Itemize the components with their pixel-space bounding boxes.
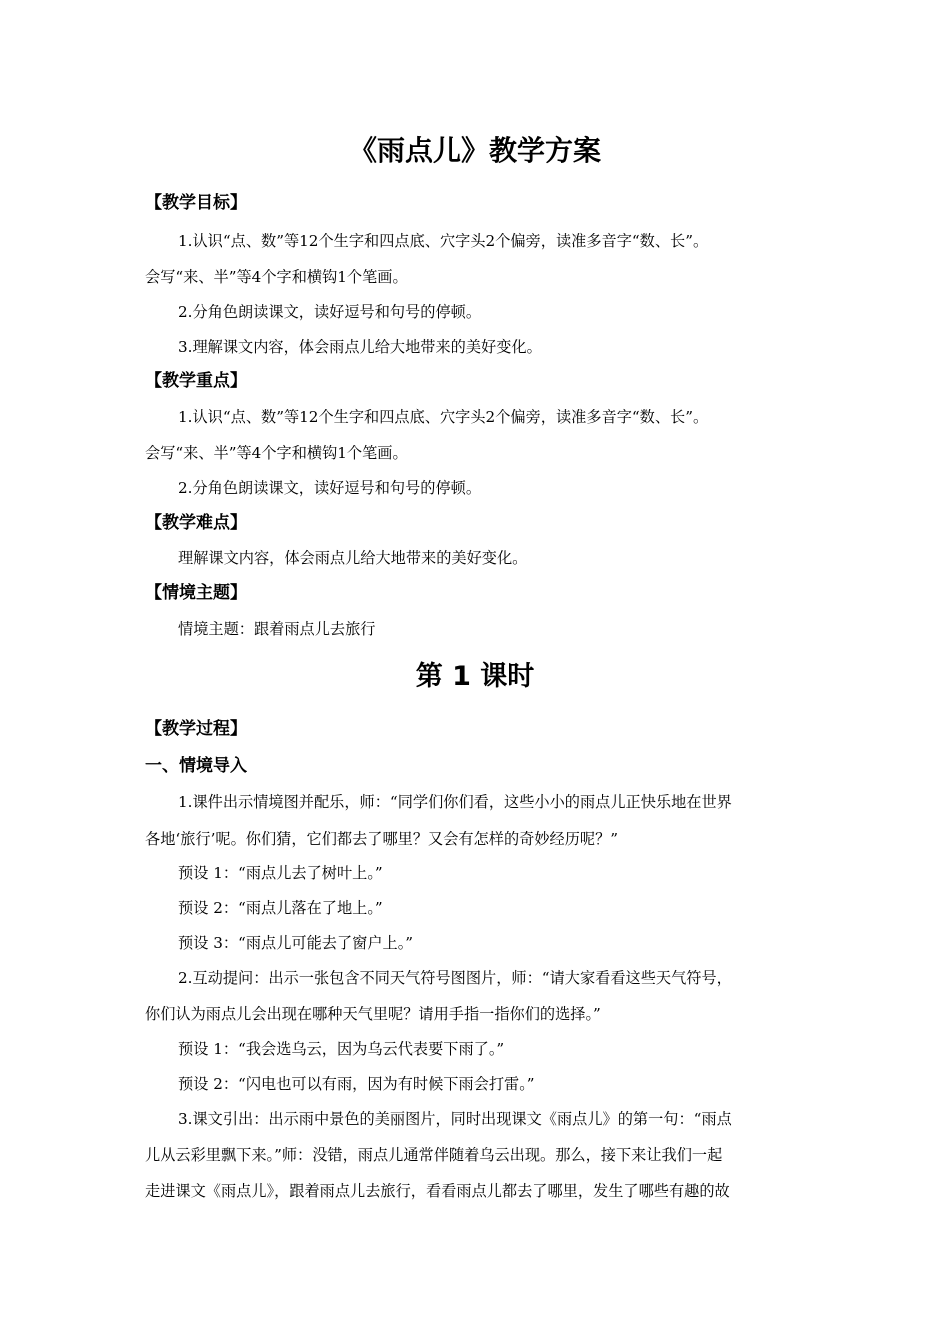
step-2-line-2: 你们认为雨点儿会出现在哪种天气里呢？请用手指一指你们的选择。” (145, 1005, 601, 1023)
step-1-line-2: 各地‘旅行’呢。你们猜，它们都去了哪里？又会有怎样的奇妙经历呢？” (145, 830, 619, 848)
document-title: 《雨点儿》教学方案 (348, 134, 601, 167)
theme-item-1: 情境主题：跟着雨点儿去旅行 (178, 620, 376, 638)
step-1-preset-1: 预设 1：“雨点儿去了树叶上。” (178, 864, 383, 882)
step-2-preset-1: 预设 1：“我会选乌云，因为乌云代表要下雨了。” (178, 1040, 505, 1058)
keypoints-item-1: 1.认识“点、数”等12个生字和四点底、穴字头2个偏旁，读准多音字“数、长”。 (178, 408, 709, 426)
section-heading-theme: 【情境主题】 (145, 583, 247, 603)
step-3-line-3: 走进课文《雨点儿》，跟着雨点儿去旅行，看看雨点儿都去了哪里，发生了哪些有趣的故 (145, 1182, 730, 1200)
section-heading-keypoints: 【教学重点】 (145, 371, 247, 391)
step-3-line-2: 儿从云彩里飘下来。”师：没错，雨点儿通常伴随着乌云出现。那么，接下来让我们一起 (145, 1146, 723, 1164)
goals-item-3: 3.理解课文内容，体会雨点儿给大地带来的美好变化。 (178, 338, 542, 356)
step-2-line-1: 2.互动提问：出示一张包含不同天气符号图图片，师：“请大家看看这些天气符号， (178, 969, 732, 987)
difficulties-item-1: 理解课文内容，体会雨点儿给大地带来的美好变化。 (178, 549, 528, 567)
keypoints-item-2: 2.分角色朗读课文，读好逗号和句号的停顿。 (178, 479, 482, 497)
keypoints-item-1-continued: 会写“来、半”等4个字和横钩1个笔画。 (145, 444, 408, 462)
step-1-preset-2: 预设 2：“雨点儿落在了地上。” (178, 899, 383, 917)
step-3-line-1: 3.课文引出：出示雨中景色的美丽图片，同时出现课文《雨点儿》的第一句：“雨点 (178, 1110, 732, 1128)
step-1-preset-3: 预设 3：“雨点儿可能去了窗户上。” (178, 934, 414, 952)
goals-item-2: 2.分角色朗读课文，读好逗号和句号的停顿。 (178, 303, 482, 321)
goals-item-1: 1.认识“点、数”等12个生字和四点底、穴字头2个偏旁，读准多音字“数、长”。 (178, 232, 709, 250)
section-heading-difficulties: 【教学难点】 (145, 513, 247, 533)
section-heading-goals: 【教学目标】 (145, 193, 247, 213)
goals-item-1-continued: 会写“来、半”等4个字和横钩1个笔画。 (145, 268, 408, 286)
section-heading-process: 【教学过程】 (145, 719, 247, 739)
part-heading-intro: 一、情境导入 (145, 756, 247, 776)
lesson-title: 第 1 课时 (415, 661, 535, 692)
step-1-line-1: 1.课件出示情境图并配乐，师：“同学们你们看，这些小小的雨点儿正快乐地在世界 (178, 793, 732, 811)
step-2-preset-2: 预设 2：“闪电也可以有雨，因为有时候下雨会打雷。” (178, 1075, 535, 1093)
